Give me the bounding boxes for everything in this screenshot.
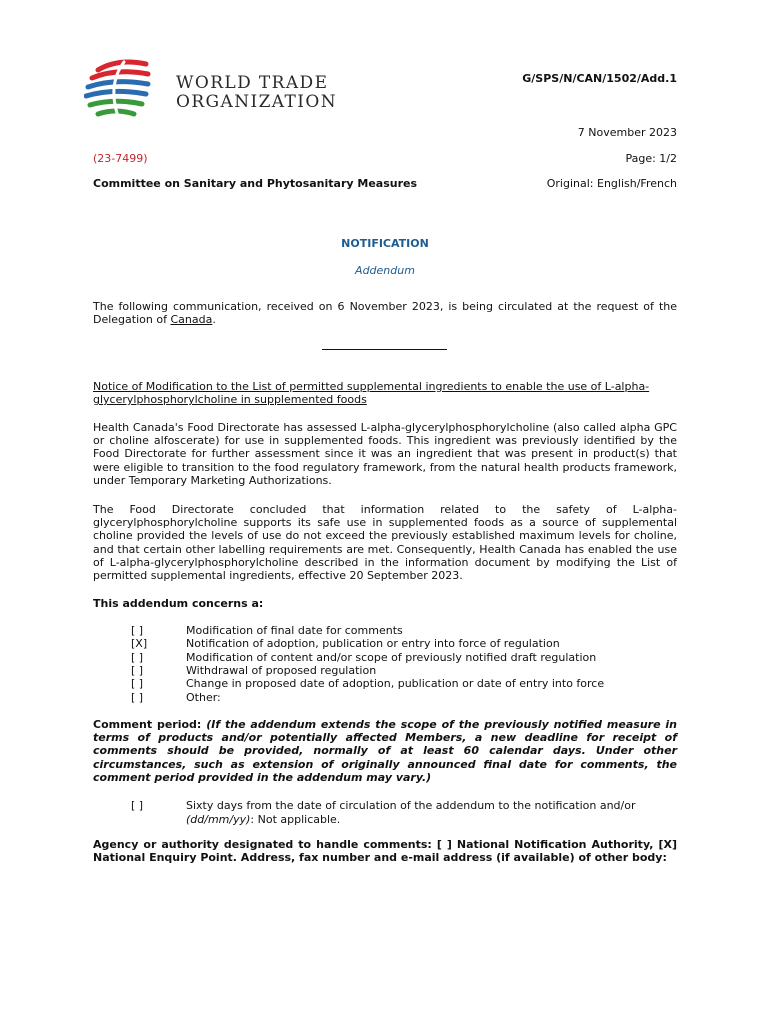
comment-period-text: (If the addendum extends the scope of the previously notified measure in terms of products and/or potentially affected Members, a new deadline for receipt of comments should be provided, normally of at least 60 calendar days. Under other circumstances, such as extension of originally announced final date for comments, the comment period provided in the addendum may vary.): [93, 718, 678, 784]
wto-logo: [84, 56, 338, 136]
document-date: 7 November 2023: [577, 126, 677, 139]
comment-period-option: [131, 799, 677, 827]
checkbox-marker: [ ]: [131, 663, 144, 677]
concern-item: [131, 637, 671, 650]
concern-label: Other:: [186, 690, 221, 704]
intro-end: .: [212, 313, 216, 327]
separator-rule: [322, 349, 447, 350]
checkbox-marker: [X]: [131, 637, 148, 651]
notice-paragraph-1: Health Canada's Food Directorate has assessed L-alpha-glycerylphosphorylcholine (also called alpha GPC or choline alfoscerate) for use in supplemented foods. This ingredient was previously identified by the Food Directorate for further assessment since it was an ingredient that was present in product(s) that were eligible to transition to the food regulatory framework, from the natural health products framework, under Temporary Marketing Authorizations.: [93, 421, 677, 487]
concern-item: [131, 691, 671, 704]
agency-paragraph: Agency or authority designated to handle comments: [ ] National Notification Authority, [X] National Enquiry Point. Address, fax number and e-mail address (if available) of other body:: [93, 838, 677, 865]
org-name-line1: WORLD TRADE: [176, 73, 329, 93]
comment-period: [93, 718, 677, 784]
concern-label: Notification of adoption, publication or entry into force of regulation: [186, 637, 560, 651]
concern-label: Modification of content and/or scope of previously notified draft regulation: [186, 650, 597, 664]
wto-emblem-icon: [84, 56, 156, 128]
concern-label: Change in proposed date of adoption, publication or date of entry into force: [186, 677, 605, 691]
checkbox-marker: [ ]: [131, 677, 144, 691]
checkbox-marker: [ ]: [131, 799, 144, 812]
concern-item: [131, 664, 671, 677]
intro-paragraph: [93, 300, 677, 326]
comment-option-text: [186, 799, 677, 827]
concern-label: Withdrawal of proposed regulation: [186, 663, 377, 677]
notice-title: Notice of Modification to the List of permitted supplemental ingredients to enable the use of L-alpha-glycerylphosphorylcholine in supplemented foods: [93, 380, 650, 407]
concerns-heading: This addendum concerns a:: [93, 597, 264, 610]
addendum-subheading: Addendum: [355, 264, 415, 277]
comment-option-status: : Not applicable.: [250, 813, 341, 826]
checkbox-marker: [ ]: [131, 650, 144, 664]
notification-heading: NOTIFICATION: [341, 237, 429, 250]
reference-number: (23-7499): [93, 152, 148, 165]
page-indicator: Page: 1/2: [625, 152, 677, 165]
org-name-line2: ORGANIZATION: [176, 92, 338, 112]
concern-item: [131, 677, 671, 690]
comment-option-date-format: (dd/mm/yy): [186, 813, 251, 826]
concern-label: Modification of final date for comments: [186, 624, 403, 637]
checkbox-marker: [ ]: [131, 690, 144, 704]
intro-country: Canada: [170, 313, 213, 327]
comment-option-line1: Sixty days from the date of circulation of the addendum to the notification and/or: [186, 799, 636, 812]
comment-period-label: Comment period:: [93, 718, 207, 731]
committee-name: Committee on Sanitary and Phytosanitary Measures: [93, 177, 418, 190]
notice-paragraph-2: The Food Directorate concluded that information related to the safety of L-alpha-glycerylphosphorylcholine supports its safe use in supplemented foods as a source of supplemental choline provided the levels of use do not exceed the previously established maximum levels for choline, and that certain other labelling requirements are met. Consequently, Health Canada has enabled the use of L-alpha-glycerylphosphorylcholine described in the information document by modifying the List of permitted supplemental ingredients, effective 20 September 2023.: [93, 503, 677, 583]
concern-item: [131, 624, 671, 637]
concern-item: [131, 651, 671, 664]
intro-text: The following communication, received on 6 November 2023, is being circulated at the request of the Delegation of: [93, 300, 677, 327]
original-language: Original: English/French: [546, 177, 677, 190]
checkbox-marker: [ ]: [131, 624, 144, 637]
document-symbol: G/SPS/N/CAN/1502/Add.1: [522, 72, 677, 85]
